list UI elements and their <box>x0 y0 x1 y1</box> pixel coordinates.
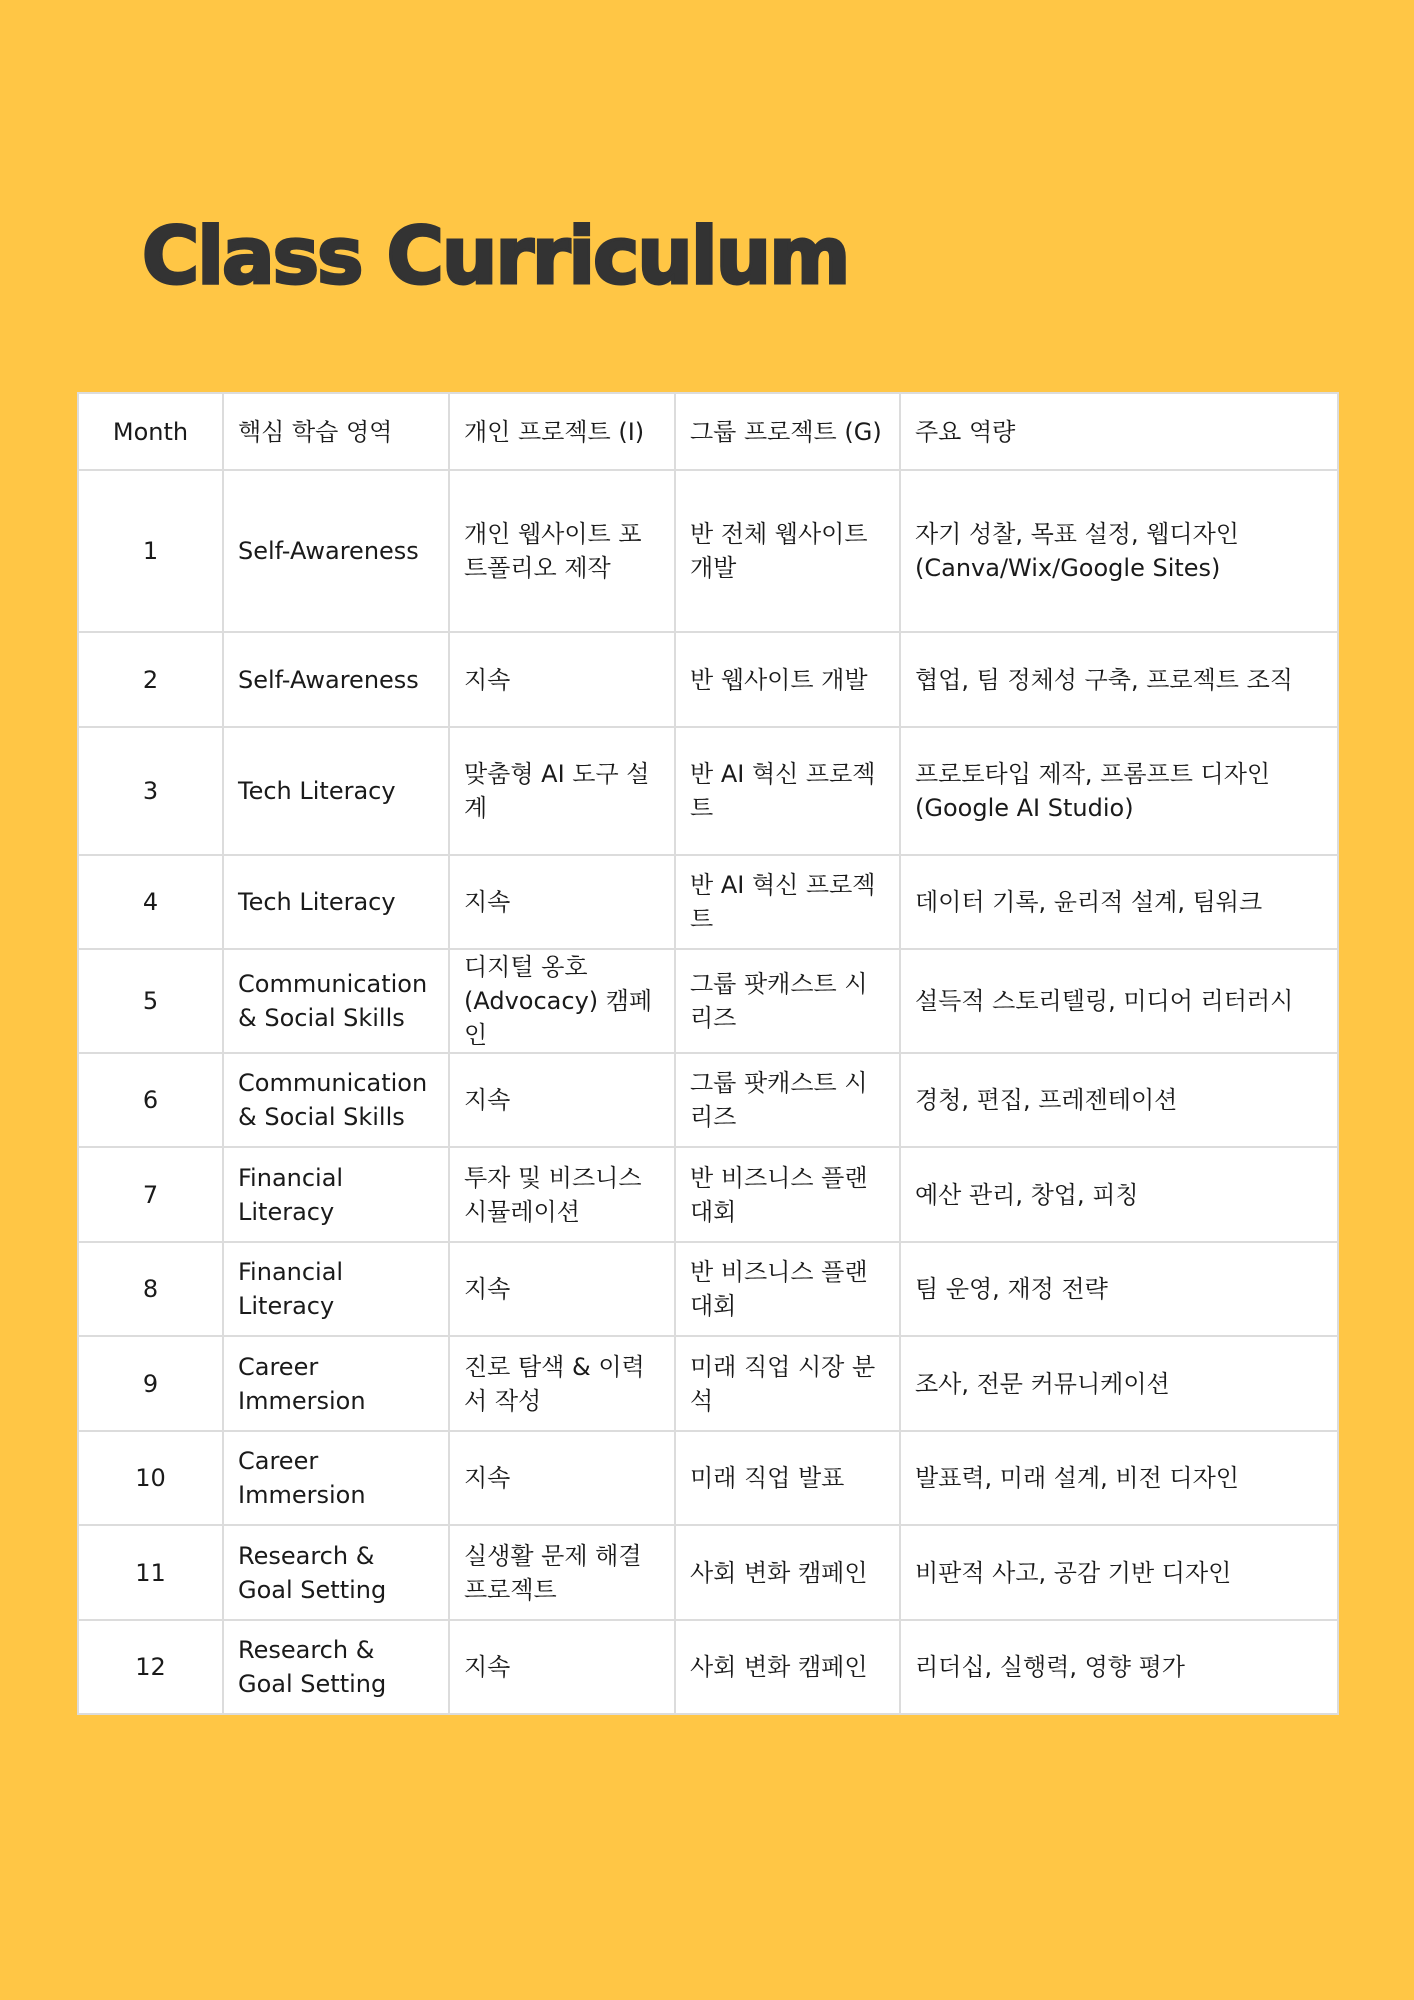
cell-group: 그룹 팟캐스트 시리즈 <box>675 1053 900 1147</box>
cell-skills: 설득적 스토리텔링, 미디어 리터러시 <box>900 949 1338 1053</box>
cell-individual: 지속 <box>449 632 675 727</box>
table-row <box>78 855 1338 949</box>
cell-month: 11 <box>78 1525 223 1620</box>
cell-area: Communication & Social Skills <box>223 949 449 1053</box>
page-title: Class Curriculum <box>142 212 849 302</box>
cell-group: 그룹 팟캐스트 시리즈 <box>675 949 900 1053</box>
cell-individual: 지속 <box>449 1053 675 1147</box>
cell-skills: 협업, 팀 정체성 구축, 프로젝트 조직 <box>900 632 1338 727</box>
cell-area: Research & Goal Setting <box>223 1525 449 1620</box>
cell-group: 반 AI 혁신 프로젝트 <box>675 727 900 855</box>
cell-month: 3 <box>78 727 223 855</box>
cell-month: 9 <box>78 1336 223 1431</box>
header-area: 핵심 학습 영역 <box>223 393 449 470</box>
table-row <box>78 727 1338 855</box>
cell-group: 사회 변화 캠페인 <box>675 1525 900 1620</box>
cell-month: 7 <box>78 1147 223 1242</box>
cell-skills: 팀 운영, 재정 전략 <box>900 1242 1338 1336</box>
cell-skills: 예산 관리, 창업, 피칭 <box>900 1147 1338 1242</box>
curriculum-table <box>77 392 1339 1715</box>
cell-area: Communication & Social Skills <box>223 1053 449 1147</box>
cell-month: 1 <box>78 470 223 632</box>
header-individual: 개인 프로젝트 (I) <box>449 393 675 470</box>
cell-group: 반 비즈니스 플랜 대회 <box>675 1147 900 1242</box>
cell-individual: 지속 <box>449 1620 675 1714</box>
cell-skills: 프로토타입 제작, 프롬프트 디자인 (Google AI Studio) <box>900 727 1338 855</box>
cell-area: Financial Literacy <box>223 1242 449 1336</box>
table-row <box>78 632 1338 727</box>
header-skills: 주요 역량 <box>900 393 1338 470</box>
table-row <box>78 1431 1338 1525</box>
cell-skills: 조사, 전문 커뮤니케이션 <box>900 1336 1338 1431</box>
cell-area: Tech Literacy <box>223 727 449 855</box>
table-row <box>78 470 1338 632</box>
cell-area: Research & Goal Setting <box>223 1620 449 1714</box>
header-month: Month <box>78 393 223 470</box>
table-header-row <box>78 393 1338 470</box>
cell-area: Self-Awareness <box>223 632 449 727</box>
cell-group: 미래 직업 발표 <box>675 1431 900 1525</box>
cell-individual: 투자 및 비즈니스 시뮬레이션 <box>449 1147 675 1242</box>
header-group: 그룹 프로젝트 (G) <box>675 393 900 470</box>
cell-month: 5 <box>78 949 223 1053</box>
cell-month: 10 <box>78 1431 223 1525</box>
cell-individual: 개인 웹사이트 포트폴리오 제작 <box>449 470 675 632</box>
cell-group: 반 웹사이트 개발 <box>675 632 900 727</box>
cell-skills: 비판적 사고, 공감 기반 디자인 <box>900 1525 1338 1620</box>
cell-group: 미래 직업 시장 분석 <box>675 1336 900 1431</box>
cell-skills: 데이터 기록, 윤리적 설계, 팀워크 <box>900 855 1338 949</box>
cell-skills: 발표력, 미래 설계, 비전 디자인 <box>900 1431 1338 1525</box>
cell-area: Financial Literacy <box>223 1147 449 1242</box>
cell-individual: 실생활 문제 해결 프로젝트 <box>449 1525 675 1620</box>
cell-month: 12 <box>78 1620 223 1714</box>
cell-area: Career Immersion <box>223 1431 449 1525</box>
cell-area: Tech Literacy <box>223 855 449 949</box>
table-row <box>78 1336 1338 1431</box>
cell-individual: 지속 <box>449 1242 675 1336</box>
cell-group: 반 전체 웹사이트 개발 <box>675 470 900 632</box>
cell-month: 8 <box>78 1242 223 1336</box>
table-row <box>78 1147 1338 1242</box>
cell-individual: 지속 <box>449 1431 675 1525</box>
cell-individual: 진로 탐색 & 이력서 작성 <box>449 1336 675 1431</box>
table-row <box>78 1053 1338 1147</box>
cell-group: 사회 변화 캠페인 <box>675 1620 900 1714</box>
table-row <box>78 1620 1338 1714</box>
cell-area: Self-Awareness <box>223 470 449 632</box>
cell-skills: 경청, 편집, 프레젠테이션 <box>900 1053 1338 1147</box>
table-row <box>78 1525 1338 1620</box>
table-row <box>78 949 1338 1053</box>
cell-area: Career Immersion <box>223 1336 449 1431</box>
cell-group: 반 비즈니스 플랜 대회 <box>675 1242 900 1336</box>
cell-month: 2 <box>78 632 223 727</box>
cell-skills: 리더십, 실행력, 영향 평가 <box>900 1620 1338 1714</box>
cell-month: 6 <box>78 1053 223 1147</box>
cell-individual: 지속 <box>449 855 675 949</box>
cell-skills: 자기 성찰, 목표 설정, 웹디자인 (Canva/Wix/Google Sites) <box>900 470 1338 632</box>
cell-individual: 맞춤형 AI 도구 설계 <box>449 727 675 855</box>
cell-group: 반 AI 혁신 프로젝트 <box>675 855 900 949</box>
cell-month: 4 <box>78 855 223 949</box>
table-row <box>78 1242 1338 1336</box>
cell-individual: 디지털 옹호 (Advocacy) 캠페인 <box>449 949 675 1053</box>
